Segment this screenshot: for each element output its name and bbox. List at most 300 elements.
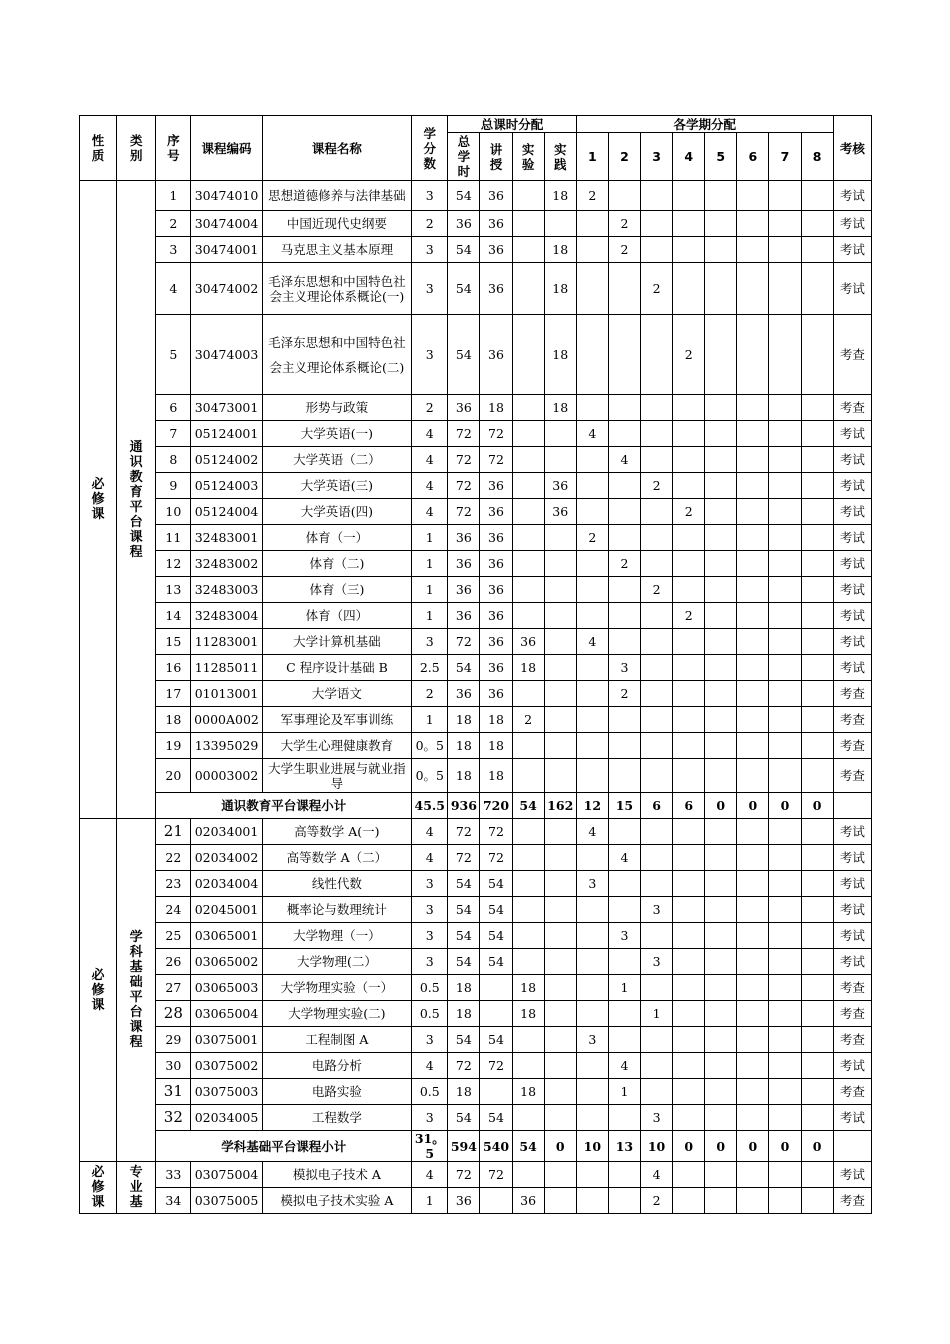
semester-3-cell: 1 <box>641 1001 673 1027</box>
code-cell: 32483003 <box>191 577 262 603</box>
practice-cell <box>544 871 576 897</box>
semester-4-cell <box>673 263 705 315</box>
semester-7-cell <box>769 473 801 499</box>
semester-2-cell <box>608 1188 640 1214</box>
semester-2-cell <box>608 1027 640 1053</box>
header-semester-5: 5 <box>705 133 737 181</box>
table-row <box>80 525 872 551</box>
semester-6-cell <box>737 1027 769 1053</box>
header-semester-group: 各学期分配 <box>576 116 833 133</box>
practice-cell <box>544 421 576 447</box>
semester-2-cell: 2 <box>608 681 640 707</box>
total-hours-cell: 18 <box>448 733 480 759</box>
total-hours-cell: 54 <box>448 923 480 949</box>
semester-2-cell <box>608 499 640 525</box>
semester-2-cell: 1 <box>608 1079 640 1105</box>
semester-6-cell <box>737 707 769 733</box>
practice-cell: 18 <box>544 395 576 421</box>
semester-7-cell <box>769 315 801 395</box>
header-total-hours: 总学时 <box>448 133 480 181</box>
seq-cell: 22 <box>156 845 191 871</box>
practice-cell <box>544 759 576 793</box>
category-text: 通识教育平台课程 <box>129 439 143 560</box>
semester-8-cell <box>801 655 833 681</box>
course-name-cell: 工程制图 A <box>262 1027 412 1053</box>
semester-4-cell <box>673 923 705 949</box>
assessment-cell: 考试 <box>833 237 871 263</box>
semester-3-cell <box>641 1079 673 1105</box>
assessment-cell: 考查 <box>833 1001 871 1027</box>
semester-4-cell: 2 <box>673 499 705 525</box>
seq-cell: 32 <box>156 1105 191 1131</box>
semester-1-cell: 2 <box>576 525 608 551</box>
seq-cell: 29 <box>156 1027 191 1053</box>
total-hours-cell: 18 <box>448 759 480 793</box>
course-name-cell: 大学语文 <box>262 681 412 707</box>
total-hours-cell: 18 <box>448 1079 480 1105</box>
semester-3-cell <box>641 923 673 949</box>
semester-7-cell <box>769 975 801 1001</box>
experiment-cell: 18 <box>512 975 544 1001</box>
semester-1-cell <box>576 1162 608 1188</box>
semester-4-cell <box>673 577 705 603</box>
lecture-cell: 36 <box>480 629 512 655</box>
code-cell: 03075003 <box>191 1079 262 1105</box>
semester-2-cell <box>608 577 640 603</box>
experiment-cell <box>512 897 544 923</box>
semester-3-cell <box>641 499 673 525</box>
seq-cell: 7 <box>156 421 191 447</box>
course-name-cell: 模拟电子技术实验 A <box>262 1188 412 1214</box>
lecture-cell: 18 <box>480 707 512 733</box>
semester-6-cell <box>737 871 769 897</box>
semester-3-cell: 3 <box>641 1105 673 1131</box>
nature-text: 必修课 <box>91 477 105 522</box>
code-cell: 30474004 <box>191 211 262 237</box>
table-row <box>80 707 872 733</box>
subtotal-semester-4: 6 <box>673 793 705 819</box>
experiment-cell <box>512 1053 544 1079</box>
experiment-cell <box>512 733 544 759</box>
semester-3-cell: 2 <box>641 263 673 315</box>
semester-6-cell <box>737 1162 769 1188</box>
semester-5-cell <box>705 845 737 871</box>
lecture-cell: 36 <box>480 473 512 499</box>
seq-cell: 21 <box>156 819 191 845</box>
subtotal-assessment <box>833 1131 871 1162</box>
semester-6-cell <box>737 629 769 655</box>
nature-text: 必修课 <box>91 1165 105 1210</box>
semester-7-cell <box>769 263 801 315</box>
seq-cell: 34 <box>156 1188 191 1214</box>
assessment-cell: 考试 <box>833 949 871 975</box>
semester-1-cell <box>576 845 608 871</box>
semester-3-cell <box>641 525 673 551</box>
course-name-cell: 概率论与数理统计 <box>262 897 412 923</box>
lecture-cell: 54 <box>480 923 512 949</box>
practice-cell <box>544 1105 576 1131</box>
semester-6-cell <box>737 211 769 237</box>
code-cell: 02034004 <box>191 871 262 897</box>
course-name-cell: 大学英语(四) <box>262 499 412 525</box>
credits-cell: 3 <box>412 263 448 315</box>
semester-5-cell <box>705 525 737 551</box>
semester-2-cell: 2 <box>608 551 640 577</box>
semester-4-cell <box>673 1105 705 1131</box>
credits-cell: 3 <box>412 1105 448 1131</box>
table-body <box>80 181 872 1214</box>
semester-1-cell <box>576 1079 608 1105</box>
semester-6-cell <box>737 845 769 871</box>
semester-7-cell <box>769 603 801 629</box>
semester-3-cell <box>641 759 673 793</box>
assessment-cell: 考查 <box>833 1027 871 1053</box>
assessment-cell: 考查 <box>833 395 871 421</box>
code-cell: 03075005 <box>191 1188 262 1214</box>
lecture-cell: 18 <box>480 395 512 421</box>
subtotal-semester-6: 0 <box>737 1131 769 1162</box>
subtotal-semester-5: 0 <box>705 793 737 819</box>
semester-3-cell <box>641 707 673 733</box>
course-name-cell: 大学生心理健康教育 <box>262 733 412 759</box>
semester-7-cell <box>769 871 801 897</box>
seq-cell: 6 <box>156 395 191 421</box>
code-cell: 02034005 <box>191 1105 262 1131</box>
table-row <box>80 447 872 473</box>
semester-2-cell <box>608 819 640 845</box>
experiment-cell: 18 <box>512 655 544 681</box>
semester-7-cell <box>769 499 801 525</box>
header-name: 课程名称 <box>262 116 412 181</box>
assessment-cell: 考试 <box>833 181 871 211</box>
course-name-cell: 中国近现代史纲要 <box>262 211 412 237</box>
semester-4-cell <box>673 949 705 975</box>
table-row <box>80 819 872 845</box>
total-hours-cell: 18 <box>448 707 480 733</box>
table-row <box>80 759 872 793</box>
semester-1-cell <box>576 897 608 923</box>
practice-cell <box>544 1162 576 1188</box>
semester-5-cell <box>705 1079 737 1105</box>
experiment-cell: 18 <box>512 1001 544 1027</box>
table-row <box>80 733 872 759</box>
semester-7-cell <box>769 1027 801 1053</box>
semester-5-cell <box>705 395 737 421</box>
practice-cell: 18 <box>544 237 576 263</box>
semester-2-cell <box>608 181 640 211</box>
credits-cell: 4 <box>412 447 448 473</box>
semester-5-cell <box>705 655 737 681</box>
experiment-cell <box>512 871 544 897</box>
semester-2-cell <box>608 473 640 499</box>
header-category: 类别 <box>117 116 156 181</box>
semester-6-cell <box>737 577 769 603</box>
assessment-cell: 考试 <box>833 1105 871 1131</box>
header-practice: 实践 <box>544 133 576 181</box>
semester-4-cell <box>673 1162 705 1188</box>
total-hours-cell: 36 <box>448 551 480 577</box>
lecture-cell <box>480 1188 512 1214</box>
nature-cell <box>80 819 117 1162</box>
total-hours-cell: 54 <box>448 1105 480 1131</box>
table-row <box>80 551 872 577</box>
lecture-cell: 72 <box>480 845 512 871</box>
semester-5-cell <box>705 733 737 759</box>
table-row <box>80 923 872 949</box>
semester-5-cell <box>705 421 737 447</box>
semester-1-cell <box>576 923 608 949</box>
header-semester-4: 4 <box>673 133 705 181</box>
course-name-cell: 体育（四） <box>262 603 412 629</box>
semester-5-cell <box>705 1188 737 1214</box>
total-hours-cell: 36 <box>448 395 480 421</box>
header-nature: 性质 <box>80 116 117 181</box>
semester-4-cell <box>673 1001 705 1027</box>
experiment-cell <box>512 237 544 263</box>
semester-3-cell <box>641 975 673 1001</box>
semester-6-cell <box>737 1001 769 1027</box>
semester-1-cell: 4 <box>576 629 608 655</box>
assessment-cell: 考试 <box>833 473 871 499</box>
semester-5-cell <box>705 499 737 525</box>
subtotal-label: 学科基础平台课程小计 <box>156 1131 412 1162</box>
semester-1-cell <box>576 1001 608 1027</box>
semester-7-cell <box>769 395 801 421</box>
practice-cell <box>544 845 576 871</box>
course-name-cell: 思想道德修养与法律基础 <box>262 181 412 211</box>
header-code: 课程编码 <box>191 116 262 181</box>
subtotal-total-hours: 936 <box>448 793 480 819</box>
semester-5-cell <box>705 949 737 975</box>
course-name-cell: 电路实验 <box>262 1079 412 1105</box>
practice-cell <box>544 525 576 551</box>
lecture-cell: 36 <box>480 237 512 263</box>
code-cell: 02034002 <box>191 845 262 871</box>
assessment-cell: 考查 <box>833 681 871 707</box>
header-semester-7: 7 <box>769 133 801 181</box>
semester-3-cell <box>641 603 673 629</box>
semester-4-cell <box>673 733 705 759</box>
credits-cell: 3 <box>412 949 448 975</box>
header-seq: 序号 <box>156 116 191 181</box>
course-name-cell: 高等数学 A(一) <box>262 819 412 845</box>
experiment-cell: 36 <box>512 629 544 655</box>
seq-cell: 31 <box>156 1079 191 1105</box>
lecture-cell: 18 <box>480 759 512 793</box>
semester-1-cell <box>576 447 608 473</box>
semester-1-cell: 4 <box>576 421 608 447</box>
semester-8-cell <box>801 211 833 237</box>
seq-cell: 25 <box>156 923 191 949</box>
code-cell: 00003002 <box>191 759 262 793</box>
semester-7-cell <box>769 759 801 793</box>
credits-cell: 4 <box>412 1053 448 1079</box>
semester-8-cell <box>801 707 833 733</box>
subtotal-semester-4: 0 <box>673 1131 705 1162</box>
header-semester-2: 2 <box>608 133 640 181</box>
semester-8-cell <box>801 1188 833 1214</box>
assessment-cell: 考查 <box>833 1079 871 1105</box>
semester-2-cell <box>608 421 640 447</box>
semester-5-cell <box>705 629 737 655</box>
credits-cell: 3 <box>412 315 448 395</box>
table-row <box>80 499 872 525</box>
semester-2-cell <box>608 707 640 733</box>
seq-cell: 13 <box>156 577 191 603</box>
assessment-cell: 考试 <box>833 447 871 473</box>
code-cell: 32483002 <box>191 551 262 577</box>
semester-2-cell: 4 <box>608 1053 640 1079</box>
semester-1-cell <box>576 473 608 499</box>
practice-cell <box>544 211 576 237</box>
code-cell: 11283001 <box>191 629 262 655</box>
assessment-cell: 考试 <box>833 211 871 237</box>
subtotal-semester-7: 0 <box>769 1131 801 1162</box>
semester-8-cell <box>801 975 833 1001</box>
table-row <box>80 1001 872 1027</box>
total-hours-cell: 54 <box>448 897 480 923</box>
semester-5-cell <box>705 707 737 733</box>
semester-6-cell <box>737 551 769 577</box>
lecture-cell: 54 <box>480 1105 512 1131</box>
semester-7-cell <box>769 237 801 263</box>
semester-4-cell <box>673 681 705 707</box>
course-name-cell: C 程序设计基础 B <box>262 655 412 681</box>
subtotal-semester-8: 0 <box>801 1131 833 1162</box>
semester-8-cell <box>801 1105 833 1131</box>
header-assessment: 考核 <box>833 116 871 181</box>
code-cell: 05124001 <box>191 421 262 447</box>
semester-6-cell <box>737 237 769 263</box>
semester-7-cell <box>769 551 801 577</box>
semester-4-cell <box>673 525 705 551</box>
semester-8-cell <box>801 1027 833 1053</box>
semester-6-cell <box>737 1188 769 1214</box>
semester-2-cell: 3 <box>608 923 640 949</box>
practice-cell <box>544 551 576 577</box>
experiment-cell <box>512 447 544 473</box>
lecture-cell: 36 <box>480 211 512 237</box>
table-row <box>80 577 872 603</box>
course-name-cell: 大学物理实验(二) <box>262 1001 412 1027</box>
practice-cell <box>544 707 576 733</box>
experiment-cell: 2 <box>512 707 544 733</box>
practice-cell: 36 <box>544 499 576 525</box>
experiment-cell <box>512 681 544 707</box>
credits-cell: 1 <box>412 1188 448 1214</box>
semester-2-cell <box>608 1001 640 1027</box>
semester-3-cell: 2 <box>641 1188 673 1214</box>
course-name-cell: 大学物理(二） <box>262 949 412 975</box>
experiment-cell: 18 <box>512 1079 544 1105</box>
assessment-cell: 考试 <box>833 263 871 315</box>
seq-cell: 12 <box>156 551 191 577</box>
nature-cell <box>80 1162 117 1214</box>
total-hours-cell: 54 <box>448 237 480 263</box>
subtotal-lecture: 720 <box>480 793 512 819</box>
semester-3-cell <box>641 421 673 447</box>
assessment-cell: 考试 <box>833 551 871 577</box>
semester-2-cell <box>608 949 640 975</box>
semester-5-cell <box>705 473 737 499</box>
subtotal-semester-5: 0 <box>705 1131 737 1162</box>
semester-6-cell <box>737 975 769 1001</box>
semester-8-cell <box>801 949 833 975</box>
table-row <box>80 655 872 681</box>
semester-3-cell <box>641 845 673 871</box>
subtotal-semester-1: 10 <box>576 1131 608 1162</box>
semester-2-cell: 1 <box>608 975 640 1001</box>
semester-3-cell <box>641 1053 673 1079</box>
code-cell: 05124003 <box>191 473 262 499</box>
semester-8-cell <box>801 237 833 263</box>
semester-4-cell <box>673 897 705 923</box>
semester-6-cell <box>737 447 769 473</box>
semester-8-cell <box>801 845 833 871</box>
experiment-cell <box>512 845 544 871</box>
semester-7-cell <box>769 707 801 733</box>
semester-4-cell <box>673 707 705 733</box>
lecture-cell: 36 <box>480 315 512 395</box>
semester-8-cell <box>801 421 833 447</box>
seq-cell: 10 <box>156 499 191 525</box>
practice-cell <box>544 655 576 681</box>
header-lecture: 讲授 <box>480 133 512 181</box>
subtotal-credits: 31。5 <box>412 1131 448 1162</box>
subtotal-lecture: 540 <box>480 1131 512 1162</box>
lecture-cell: 36 <box>480 181 512 211</box>
semester-5-cell <box>705 681 737 707</box>
semester-4-cell <box>673 655 705 681</box>
credits-cell: 3 <box>412 1027 448 1053</box>
credits-cell: 3 <box>412 923 448 949</box>
assessment-cell: 考试 <box>833 499 871 525</box>
lecture-cell: 36 <box>480 263 512 315</box>
table-row <box>80 263 872 315</box>
table-row <box>80 1105 872 1131</box>
subtotal-semester-3: 6 <box>641 793 673 819</box>
lecture-cell: 36 <box>480 655 512 681</box>
semester-3-cell: 3 <box>641 949 673 975</box>
semester-7-cell <box>769 1188 801 1214</box>
semester-7-cell <box>769 421 801 447</box>
course-name-cell: 线性代数 <box>262 871 412 897</box>
practice-cell <box>544 603 576 629</box>
seq-cell: 28 <box>156 1001 191 1027</box>
course-name-cell: 大学英语(三) <box>262 473 412 499</box>
semester-6-cell <box>737 819 769 845</box>
semester-4-cell <box>673 181 705 211</box>
credits-cell: 0。5 <box>412 759 448 793</box>
header-semester-1: 1 <box>576 133 608 181</box>
course-name-cell: 大学生职业进展与就业指导 <box>262 759 412 793</box>
course-name-cell: 马克思主义基本原理 <box>262 237 412 263</box>
semester-4-cell <box>673 395 705 421</box>
semester-3-cell <box>641 655 673 681</box>
semester-6-cell <box>737 655 769 681</box>
semester-4-cell <box>673 1027 705 1053</box>
semester-8-cell <box>801 525 833 551</box>
practice-cell <box>544 733 576 759</box>
table-row <box>80 629 872 655</box>
total-hours-cell: 72 <box>448 499 480 525</box>
practice-cell: 18 <box>544 315 576 395</box>
semester-5-cell <box>705 975 737 1001</box>
semester-2-cell <box>608 733 640 759</box>
semester-6-cell <box>737 1079 769 1105</box>
header-semester-6: 6 <box>737 133 769 181</box>
practice-cell <box>544 949 576 975</box>
